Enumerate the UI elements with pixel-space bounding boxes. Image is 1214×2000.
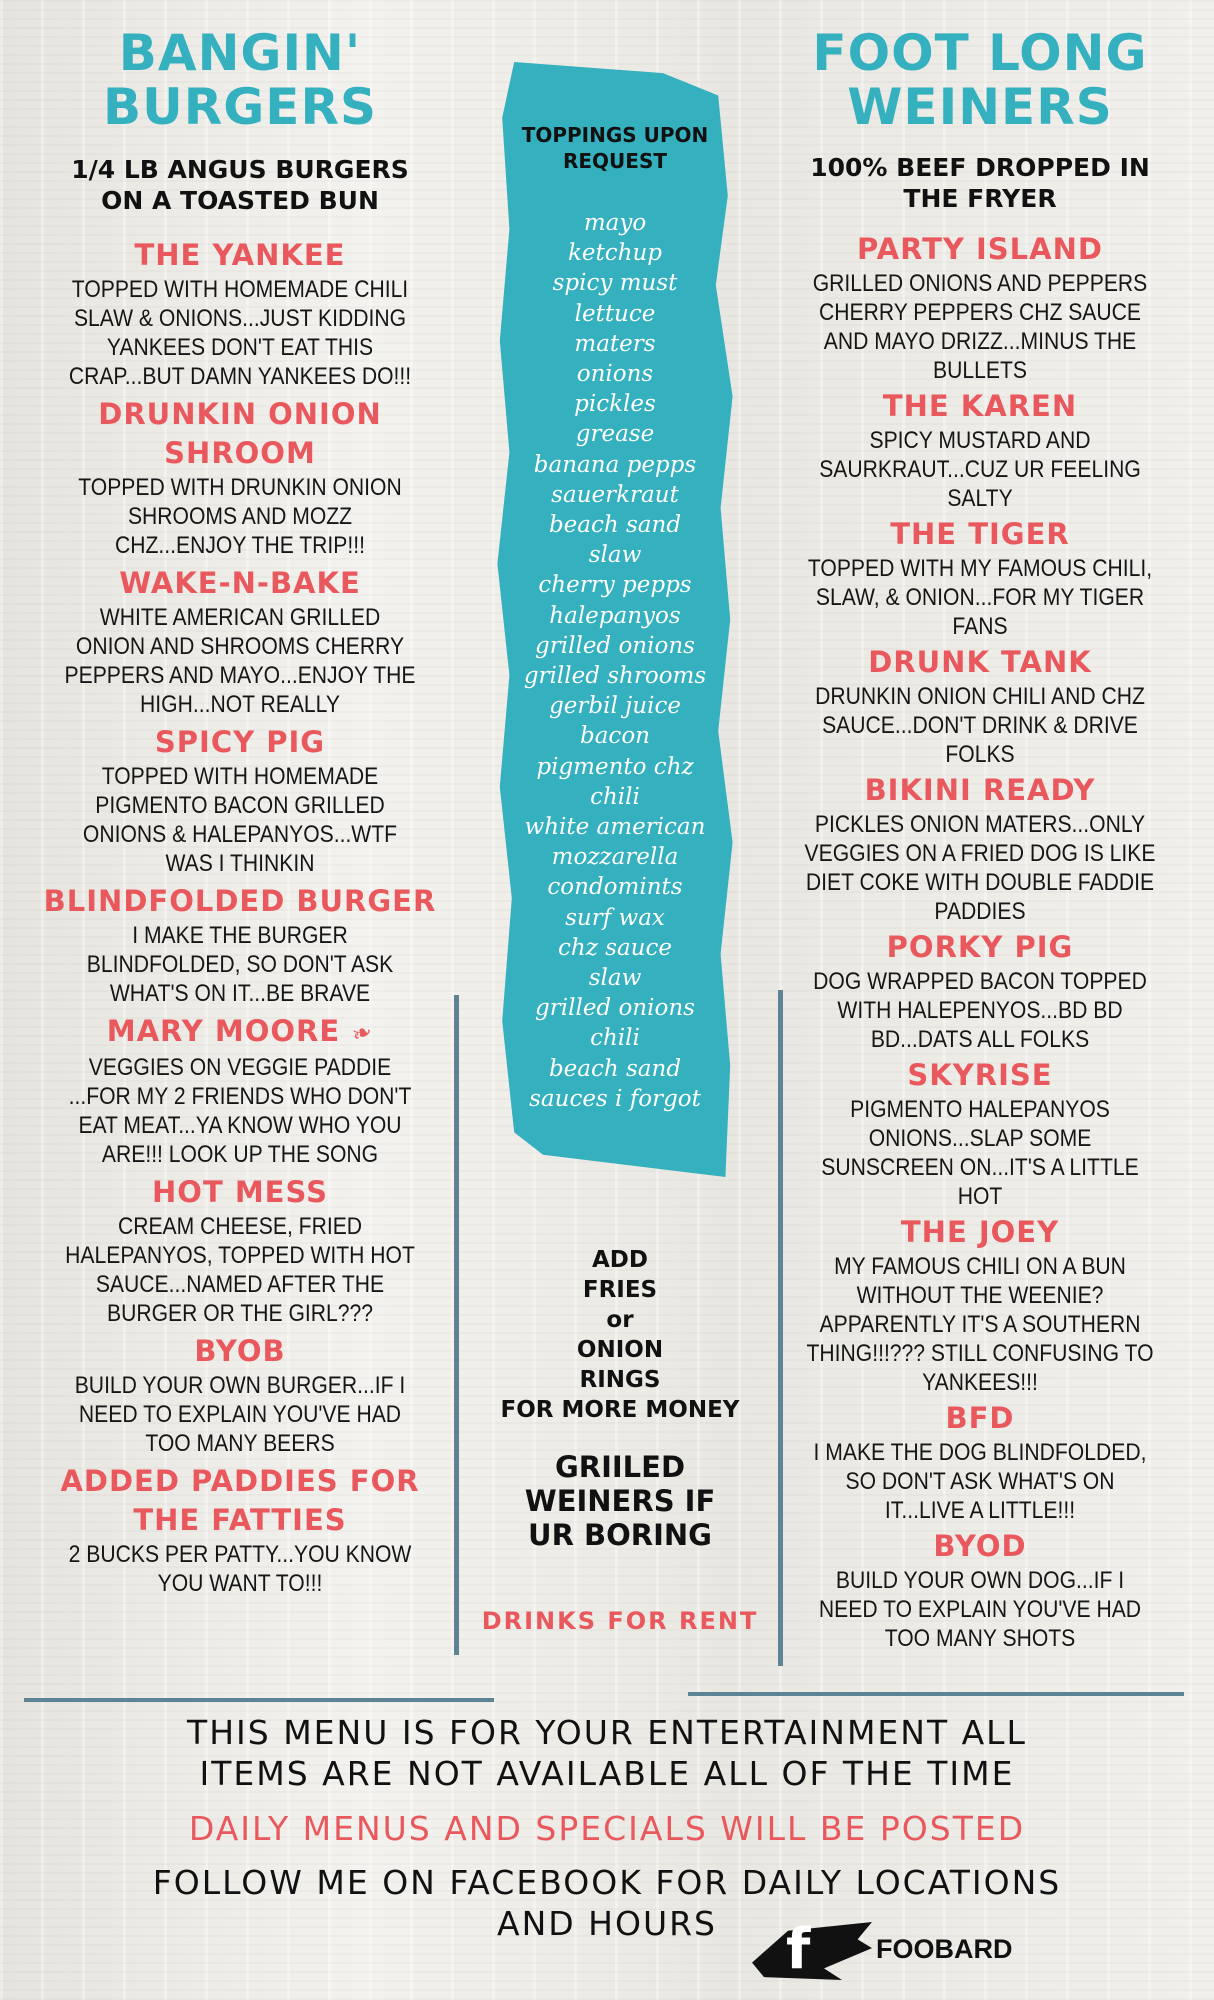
item-description: TOPPED WITH HOMEMADE CHILI SLAW & ONIONS...JUST KIDDING YANKEES DON'T EAT THIS CRAP...BUT DAMN YANKEES DO!!! bbox=[68, 276, 412, 390]
grilled-weiners-note bbox=[460, 1450, 780, 1552]
menu-item bbox=[780, 1399, 1180, 1525]
addons-line: or bbox=[606, 1307, 634, 1333]
item-name-row bbox=[40, 1012, 440, 1053]
menu-item bbox=[40, 1332, 440, 1458]
item-name: THE JOEY bbox=[900, 1215, 1060, 1249]
item-name: BFD bbox=[945, 1401, 1015, 1435]
item-name: PORKY PIG bbox=[886, 930, 1074, 964]
menu-item bbox=[40, 882, 440, 1008]
topping-item: condomints bbox=[547, 874, 683, 901]
item-name: THE TIGER bbox=[890, 517, 1070, 551]
item-description: BUILD YOUR OWN BURGER...IF I NEED TO EXPLAIN YOU'VE HAD TOO MANY BEERS bbox=[74, 1372, 406, 1457]
menu-item bbox=[780, 771, 1180, 926]
specials-notice: DAILY MENUS AND SPECIALS WILL BE POSTED bbox=[188, 1809, 1026, 1848]
item-name: MARY MOORE bbox=[106, 1014, 341, 1048]
menu-item bbox=[780, 387, 1180, 513]
item-description: PICKLES ONION MATERS...ONLY VEGGIES ON A FRIED DOG IS LIKE DIET COKE WITH DOUBLE FADDIE PADDIES bbox=[804, 811, 1156, 925]
topping-item: halepanyos bbox=[549, 602, 681, 629]
weiners-column bbox=[780, 0, 1180, 1653]
topping-item: spicy must bbox=[552, 270, 678, 297]
item-description: WHITE AMERICAN GRILLED ONION AND SHROOMS CHERRY PEPPERS AND MAYO...ENJOY THE HIGH...NOT REALLY bbox=[64, 604, 416, 718]
toppings-title: TOPPINGS UPON REQUEST bbox=[521, 123, 709, 173]
grilled-line: WEINERS IF bbox=[524, 1484, 716, 1518]
topping-item: banana pepps bbox=[533, 451, 697, 478]
item-name: THE YANKEE bbox=[134, 238, 346, 272]
topping-item: slaw bbox=[588, 965, 642, 992]
item-name: BYOD bbox=[933, 1529, 1027, 1563]
item-description: TOPPED WITH DRUNKIN ONION SHROOMS AND MOZZ CHZ...ENJOY THE TRIP!!! bbox=[78, 474, 402, 559]
weiners-title-line2: WEINERS bbox=[847, 78, 1113, 136]
topping-item: onions bbox=[576, 361, 654, 388]
topping-item: bacon bbox=[580, 723, 650, 750]
burgers-column bbox=[40, 0, 440, 1598]
item-description: VEGGIES ON VEGGIE PADDIE ...FOR MY 2 FRIENDS WHO DON'T EAT MEAT...YA KNOW WHO YOU ARE!!! LOOK UP THE SONG bbox=[68, 1054, 412, 1168]
topping-item: beach sand bbox=[548, 512, 682, 539]
addons-line: FRIES bbox=[582, 1277, 658, 1303]
topping-item: beach sand bbox=[548, 1055, 682, 1082]
follow-line: AND HOURS bbox=[497, 1904, 717, 1943]
topping-item: ketchup bbox=[567, 240, 663, 267]
divider-left-horizontal bbox=[24, 1698, 494, 1702]
menu-item bbox=[40, 236, 440, 391]
notice-line: ITEMS ARE NOT AVAILABLE ALL OF THE TIME bbox=[199, 1754, 1015, 1793]
item-name: THE KAREN bbox=[882, 389, 1078, 423]
topping-item: grilled onions bbox=[535, 995, 695, 1022]
item-description: 2 BUCKS PER PATTY...YOU KNOW YOU WANT TO!!! bbox=[68, 1541, 412, 1597]
item-description: TOPPED WITH MY FAMOUS CHILI, SLAW, & ONION...FOR MY TIGER FANS bbox=[807, 555, 1153, 640]
topping-item: white american bbox=[524, 814, 706, 841]
divider-right-vertical bbox=[778, 990, 783, 1666]
item-name: BIKINI READY bbox=[864, 773, 1096, 807]
item-description: MY FAMOUS CHILI ON A BUN WITHOUT THE WEENIE? APPARENTLY IT'S A SOUTHERN THING!!!??? STILL CONFUSING TO YANKEES!!! bbox=[806, 1253, 1154, 1396]
item-description: TOPPED WITH HOMEMADE PIGMENTO BACON GRILLED ONIONS & HALEPANYOS...WTF WAS I THINKIN bbox=[82, 763, 398, 877]
item-description: GRILLED ONIONS AND PEPPERS CHERRY PEPPERS CHZ SAUCE AND MAYO DRIZZ...MINUS THE BULLETS bbox=[812, 270, 1148, 384]
notice-line: THIS MENU IS FOR YOUR ENTERTAINMENT ALL bbox=[187, 1713, 1027, 1752]
topping-item: sauerkraut bbox=[551, 481, 679, 508]
addons-line: RINGS bbox=[579, 1367, 661, 1393]
menu-item bbox=[40, 1462, 440, 1598]
burgers-title-line2: BURGERS bbox=[103, 78, 377, 136]
topping-item: mayo bbox=[583, 210, 647, 236]
burgers-title-line1: BANGIN' bbox=[118, 24, 362, 82]
item-description: I MAKE THE BURGER BLINDFOLDED, SO DON'T ASK WHAT'S ON IT...BE BRAVE bbox=[86, 922, 394, 1007]
item-name: HOT MESS bbox=[152, 1175, 328, 1209]
item-name: DRUNK TANK bbox=[868, 645, 1092, 679]
item-description: SPICY MUSTARD AND SAURKRAUT...CUZ UR FEELING SALTY bbox=[819, 427, 1141, 512]
topping-item: mozzarella bbox=[551, 844, 679, 871]
topping-item: lettuce bbox=[574, 300, 656, 327]
item-name: PARTY ISLAND bbox=[857, 232, 1103, 266]
menu-item bbox=[40, 723, 440, 878]
entertainment-notice bbox=[40, 1712, 1174, 1794]
topping-item: chili bbox=[590, 783, 640, 810]
addons-line: ADD bbox=[592, 1247, 648, 1273]
menu-item bbox=[780, 928, 1180, 1054]
weiners-subtitle: 100% BEEF DROPPED IN THE FRYER bbox=[810, 153, 1150, 213]
menu-item bbox=[40, 1173, 440, 1328]
item-description: BUILD YOUR OWN DOG...IF I NEED TO EXPLAIN YOU'VE HAD TOO MANY SHOTS bbox=[818, 1567, 1142, 1652]
addons-note bbox=[460, 1245, 780, 1425]
topping-item: gerbil juice bbox=[549, 693, 681, 720]
divider-left-vertical bbox=[454, 995, 459, 1655]
topping-item: chili bbox=[590, 1025, 640, 1052]
follow-line: FOLLOW ME ON FACEBOOK FOR DAILY LOCATIONS bbox=[152, 1863, 1062, 1902]
burgers-subtitle: 1/4 LB ANGUS BURGERS ON A TOASTED BUN bbox=[71, 155, 409, 215]
item-description: PIGMENTO HALEPANYOS ONIONS...SLAP SOME SUNSCREEN ON...IT'S A LITTLE HOT bbox=[821, 1096, 1139, 1210]
topping-item: sauces i forgot bbox=[529, 1085, 701, 1112]
item-description: I MAKE THE DOG BLINDFOLDED, SO DON'T ASK WHAT'S ON IT...LIVE A LITTLE!!! bbox=[813, 1439, 1147, 1524]
facebook-icon: f bbox=[786, 1917, 811, 1982]
item-name: ADDED PADDIES FOR THE FATTIES bbox=[60, 1464, 420, 1537]
grilled-line: GRIILED bbox=[554, 1450, 686, 1484]
menu-item bbox=[780, 1056, 1180, 1211]
topping-item: pigmento chz bbox=[536, 753, 694, 780]
menu-item bbox=[780, 1213, 1180, 1397]
drinks-note: DRINKS FOR RENT bbox=[481, 1607, 759, 1635]
topping-item: pickles bbox=[574, 391, 656, 418]
weiners-title-line1: FOOT LONG bbox=[812, 24, 1148, 82]
item-name: BLINDFOLDED BURGER bbox=[43, 884, 437, 918]
menu-item bbox=[40, 395, 440, 560]
addons-line: FOR MORE MONEY bbox=[500, 1397, 740, 1423]
topping-item: surf wax bbox=[565, 904, 665, 931]
addons-line: ONION bbox=[576, 1337, 664, 1363]
item-description: DOG WRAPPED BACON TOPPED WITH HALEPENYOS...BD BD BD...DATS ALL FOLKS bbox=[813, 968, 1147, 1053]
item-name: SKYRISE bbox=[907, 1058, 1053, 1092]
leaf-icon: ❧ bbox=[347, 1016, 378, 1050]
topping-item: cherry pepps bbox=[538, 572, 692, 599]
item-description: CREAM CHEESE, FRIED HALEPANYOS, TOPPED WITH HOT SAUCE...NAMED AFTER THE BURGER OR THE GIRL??? bbox=[65, 1213, 415, 1327]
menu-item bbox=[780, 515, 1180, 641]
grilled-line: UR BORING bbox=[528, 1518, 712, 1552]
menu-item bbox=[780, 643, 1180, 769]
facebook-page-name: FOOBARD bbox=[876, 1934, 1013, 1964]
topping-item: grilled onions bbox=[535, 632, 695, 659]
menu-item bbox=[780, 230, 1180, 385]
facebook-splash bbox=[752, 1917, 872, 1982]
menu-item bbox=[40, 1012, 440, 1169]
toppings-list bbox=[495, 208, 735, 1114]
topping-item: grease bbox=[575, 421, 655, 448]
item-name: SPICY PIG bbox=[154, 725, 326, 759]
item-name: WAKE-N-BAKE bbox=[119, 566, 361, 600]
topping-item: slaw bbox=[588, 542, 642, 569]
topping-item: chz sauce bbox=[558, 934, 672, 961]
divider-right-horizontal bbox=[688, 1692, 1184, 1696]
facebook-link[interactable] bbox=[752, 1912, 1032, 1982]
item-name: DRUNKIN ONION SHROOM bbox=[98, 397, 382, 470]
item-description: DRUNKIN ONION CHILI AND CHZ SAUCE...DON'T DRINK & DRIVE FOLKS bbox=[815, 683, 1145, 768]
topping-item: grilled shrooms bbox=[523, 663, 707, 690]
menu-item bbox=[40, 564, 440, 719]
topping-item: maters bbox=[574, 330, 656, 357]
menu-item bbox=[780, 1527, 1180, 1653]
item-name: BYOB bbox=[194, 1334, 286, 1368]
